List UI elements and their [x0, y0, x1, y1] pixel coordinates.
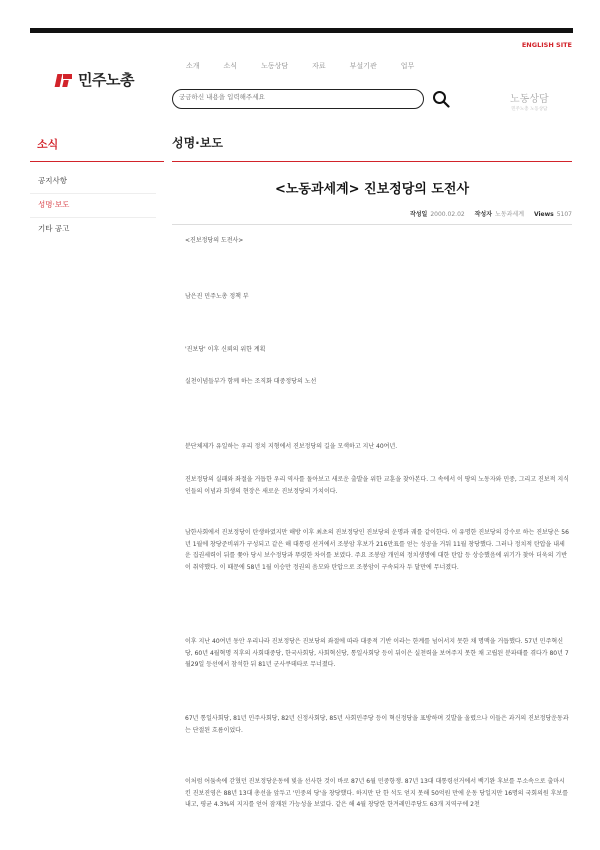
- consult-subtitle: 민주노총 노동상담: [511, 107, 548, 112]
- article-paragraph: 67년 통일사회당, 81년 민주사회당, 82년 신정사회당, 85년 사회민주당 등이 혁신정당을 표방하며 깃발을 올렸으나 이들은 과거의 진보정당운동과는 단절된 흐름이었다.: [185, 715, 569, 734]
- nav-item-affiliates[interactable]: 부설기관: [349, 62, 377, 70]
- nav-item-resources[interactable]: 자료: [312, 62, 326, 70]
- logo-text: 민주노총: [78, 71, 134, 89]
- logo-icon: [54, 72, 74, 88]
- article-views: 5107: [556, 211, 572, 218]
- article-author: 노동과세계: [495, 211, 525, 218]
- sidebar-menu: [30, 170, 156, 241]
- article-date: 2000.02.02: [430, 211, 465, 218]
- date-label: 작성일: [409, 211, 428, 218]
- search-bar: [172, 89, 424, 109]
- article-meta: [410, 209, 572, 218]
- views-label: Views: [533, 211, 554, 218]
- article-paragraph: 남한사회에서 진보정당이 탄생하였지만 해방 이후 최초의 진보정당인 진보당의 운명과 궤를 같이한다. 이 유명한 진보당의 강수로 하는 진보당은 56년 1월에 창당준비위가 구성되고 같은 해 대통령 선거에서 조봉암 후보가 216만표를 얻는 성공을 거둬 11월 창당했다. 그러나 정치적 탄압을 내세운 집권세력이 뒤를 쫓아 당시 보수정당과 뚜렷한 차이를 보였다. 주요 조봉암 개인의 정치생명에 대한 탄압 등 상승했음에 위기가 찾아 더욱의 기반이 취약했다. 이 때문에 58년 1월 이승만 정권의 음모와 탄압으로 조봉암이 구속되자 두 달만에 무너졌다.: [185, 529, 569, 571]
- page-title: 성명·보도: [172, 136, 223, 150]
- article-paragraph: <진보정당의 도전사>: [185, 237, 244, 244]
- nav-item-news[interactable]: 소식: [223, 62, 238, 70]
- nav-item-intro[interactable]: 소개: [186, 62, 200, 70]
- title-divider: [172, 161, 572, 162]
- article-paragraph: '진보당' 이후 신뢰의 위한 계획: [185, 346, 266, 353]
- article-paragraph: 진보정당의 실패와 좌절을 거듭한 우리 역사를 돌아보고 새로운 출발을 위한 교훈을 찾아본다. 그 속에서 이 땅의 노동자와 민중, 그리고 진보적 지식인들의 이념과 희생의 현장은 새로운 진보정당의 가치이다.: [185, 476, 569, 495]
- article-paragraph: 실천이념들부가 함께 하는 조직화 대중정당의 노선: [185, 378, 317, 385]
- main-nav: [186, 61, 438, 71]
- consult-title: 노동상담: [510, 94, 549, 105]
- sidebar-item-other-notices[interactable]: 기타 공고: [38, 224, 70, 233]
- meta-divider: [172, 224, 572, 225]
- nav-item-consult[interactable]: 노동상담: [261, 62, 289, 70]
- search-input[interactable]: [179, 93, 409, 101]
- labor-consult-link[interactable]: [510, 90, 549, 112]
- article-paragraph: 이후 지난 40여년 동안 우리나라 진보정당은 진보당의 좌절에 따라 대중적 기반 이라는 한계를 넘어서지 못한 채 명맥을 거듭했다. 57년 민주혁신당, 60년 4월혁명 직후의 사회대중당, 한국사회당, 사회혁신당, 통일사회당 등이 뒤이은 실천력을 보여주지 못한 채 고립된 분파태를 겪다가 80년 7월29일 등선에서 참석한 뒤 81년 군사쿠데타로 무너졌다.: [185, 638, 569, 668]
- site-logo[interactable]: [54, 69, 134, 90]
- search-icon[interactable]: [432, 90, 450, 108]
- article-paragraph: 이처럼 어둠속에 갇혔던 진보정당운동에 빛을 선사한 것이 바로 87년 6월 민중항쟁. 87년 13대 대통령선거에서 백기완 후보를 무소속으로 출마시킨 진보진영은 88년 13대 총선을 앞두고 '민중의 당'을 창당했다. 하지만 단 한 석도 얻지 못해 50억원 만에 운동 당일지만 16명의 국회의원 후보를 내고, 평균 4.3%의 지지를 얻어 잠재된 가능성을 보였다. 같은 해 4월 창당한 한겨레민주당도 63개 지역구에 2천: [185, 778, 568, 808]
- top-bar: [30, 28, 573, 33]
- sidebar-item-statements[interactable]: 성명·보도: [30, 194, 156, 218]
- english-site-link[interactable]: ENGLISH SITE: [521, 41, 572, 49]
- sidebar-title: 소식: [37, 138, 59, 151]
- author-label: 작성자: [474, 211, 493, 218]
- article-paragraph: 남은진 민주노총 정책 부: [185, 293, 249, 300]
- sidebar-divider: [30, 161, 164, 162]
- nav-item-work[interactable]: 업무: [400, 62, 415, 70]
- sidebar-item-notices[interactable]: 공지사항: [30, 170, 156, 194]
- article-title: <노동과세계> 진보정당의 도전사: [274, 182, 470, 197]
- article-paragraph: 분단체제가 유일하는 우리 정치 지형에서 진보정당의 길을 모색하고 지난 40여년.: [185, 443, 398, 450]
